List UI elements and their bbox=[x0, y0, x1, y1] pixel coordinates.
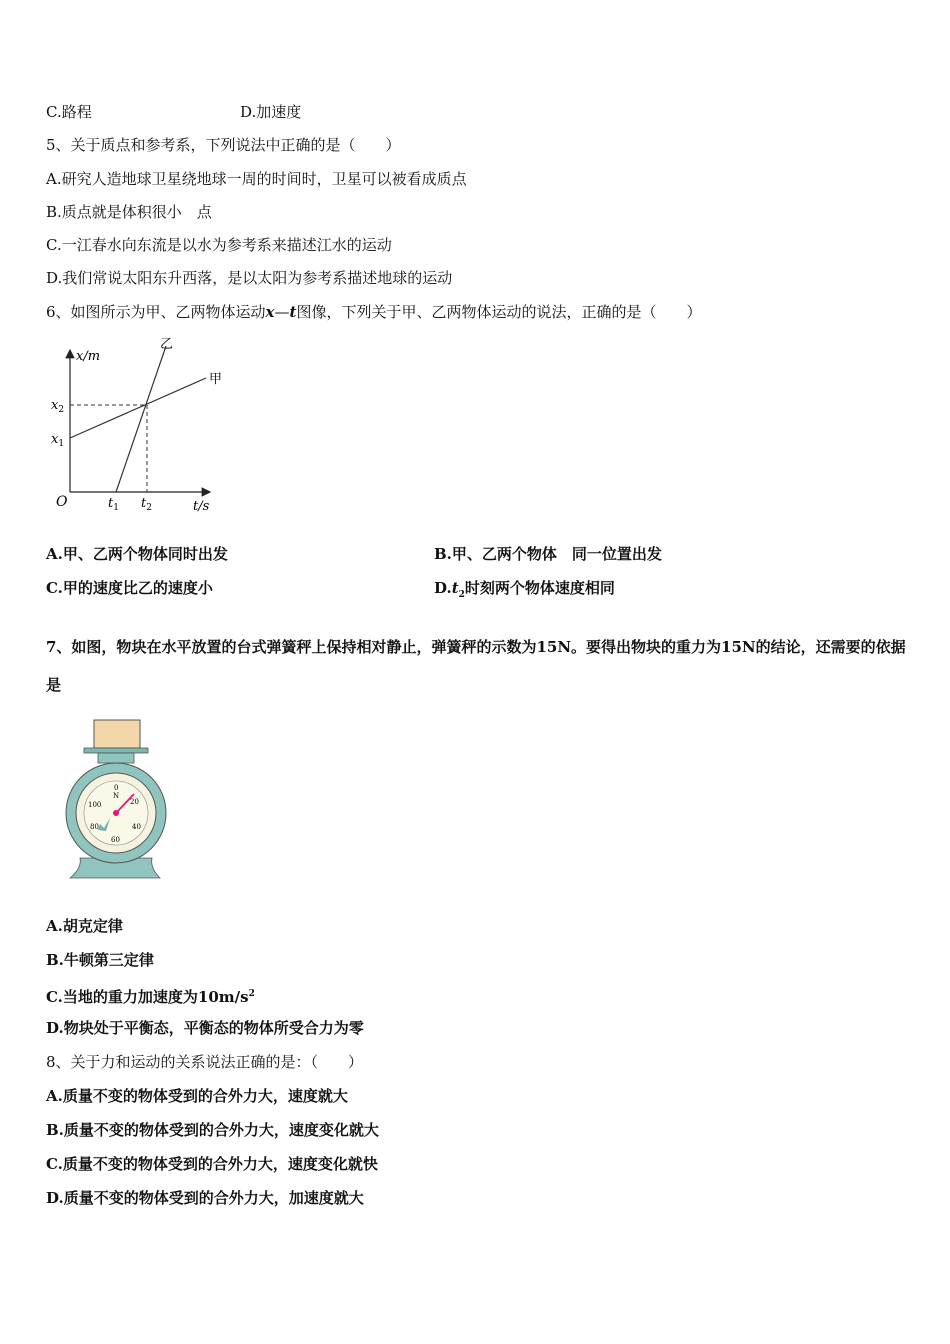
q7-stem: 7、如图，物块在水平放置的台式弹簧秤上保持相对静止，弹簧秤的示数为15N。要得出物块的重力为15N的结论，还需要的依据是 bbox=[46, 638, 906, 694]
q6-option-d-t: t bbox=[451, 579, 459, 597]
q6-stem-dash: — bbox=[274, 303, 290, 321]
q6-option-b: B.甲、乙两个物体 同一位置出发 bbox=[434, 545, 662, 563]
q8-option-b: B.质量不变的物体受到的合外力大，速度变化就大 bbox=[46, 1121, 379, 1139]
q4-option-c: C.路程 bbox=[46, 103, 92, 121]
q6-stem bbox=[46, 302, 701, 322]
line-yi bbox=[116, 346, 166, 492]
q6-stem-pre: 6、如图所示为甲、乙两物体运动 bbox=[46, 303, 266, 321]
q6-option-d bbox=[434, 578, 615, 605]
q7-option-c-sup: 2 bbox=[248, 989, 255, 999]
q7-option-d: D.物块处于平衡态，平衡态的物体所受合力为零 bbox=[46, 1019, 364, 1037]
q7-option-b: B.牛顿第三定律 bbox=[46, 951, 154, 969]
scale-neck bbox=[98, 753, 134, 763]
dial-mark-40: 40 bbox=[132, 823, 141, 831]
tick-t1: $t_1$ bbox=[108, 496, 119, 513]
q6-stem-t: t bbox=[289, 303, 297, 321]
x-axis-label: t/s bbox=[193, 499, 210, 514]
tick-t2: $t_2$ bbox=[141, 496, 152, 513]
block bbox=[94, 720, 140, 748]
q6-option-d-post: 时刻两个物体速度相同 bbox=[464, 579, 615, 597]
q6-stem-x: x bbox=[265, 303, 275, 321]
dial-mark-20: 20 bbox=[130, 798, 139, 806]
q6-option-d-pre: D. bbox=[434, 579, 452, 597]
q7-option-c bbox=[46, 984, 255, 1007]
dial-mark-60: 60 bbox=[111, 836, 120, 844]
q7-option-c-text: C.当地的重力加速度为10m/s bbox=[46, 988, 249, 1006]
q6-option-c: C.甲的速度比乙的速度小 bbox=[46, 579, 213, 597]
q6-option-d-sub: 2 bbox=[458, 590, 465, 600]
q8-option-a: A.质量不变的物体受到的合外力大，速度就大 bbox=[46, 1087, 348, 1105]
dial-mark-0: 0 bbox=[114, 784, 119, 792]
q6-stem-post: 图像，下列关于甲、乙两物体运动的说法，正确的是（ ） bbox=[296, 303, 702, 321]
q6-option-a: A.甲、乙两个物体同时出发 bbox=[46, 545, 228, 563]
q5-option-c: C.一江春水向东流是以水为参考系来描述江水的运动 bbox=[46, 236, 392, 254]
xt-graph bbox=[46, 334, 226, 519]
dial-mark-100: 100 bbox=[88, 801, 102, 809]
q4-option-d: D.加速度 bbox=[240, 103, 302, 121]
dial-unit: N bbox=[113, 792, 120, 800]
q8-option-d: D.质量不变的物体受到的合外力大，加速度就大 bbox=[46, 1189, 364, 1207]
label-yi: 乙 bbox=[160, 337, 174, 352]
label-jia: 甲 bbox=[209, 372, 223, 387]
q5-stem: 5、关于质点和参考系，下列说法中正确的是（ ） bbox=[46, 136, 401, 154]
tick-x1: $x_1$ bbox=[51, 432, 65, 449]
q5-option-b: B.质点就是体积很小 点 bbox=[46, 203, 212, 221]
y-axis-label: x/m bbox=[76, 349, 101, 364]
dial-pivot bbox=[113, 810, 119, 816]
spring-scale-figure bbox=[60, 718, 172, 884]
q7-option-a: A.胡克定律 bbox=[46, 917, 123, 935]
q5-option-d: D.我们常说太阳东升西落，是以太阳为参考系描述地球的运动 bbox=[46, 269, 453, 287]
q8-stem: 8、关于力和运动的关系说法正确的是：（ ） bbox=[46, 1053, 364, 1071]
dial-mark-80: 80 bbox=[90, 823, 99, 831]
origin-label: O bbox=[56, 494, 68, 510]
q5-option-a: A.研究人造地球卫星绕地球一周的时间时，卫星可以被看成质点 bbox=[46, 170, 467, 188]
tick-x2: $x_2$ bbox=[51, 398, 65, 415]
q8-option-c: C.质量不变的物体受到的合外力大，速度变化就快 bbox=[46, 1155, 378, 1173]
scale-platform bbox=[84, 748, 148, 753]
